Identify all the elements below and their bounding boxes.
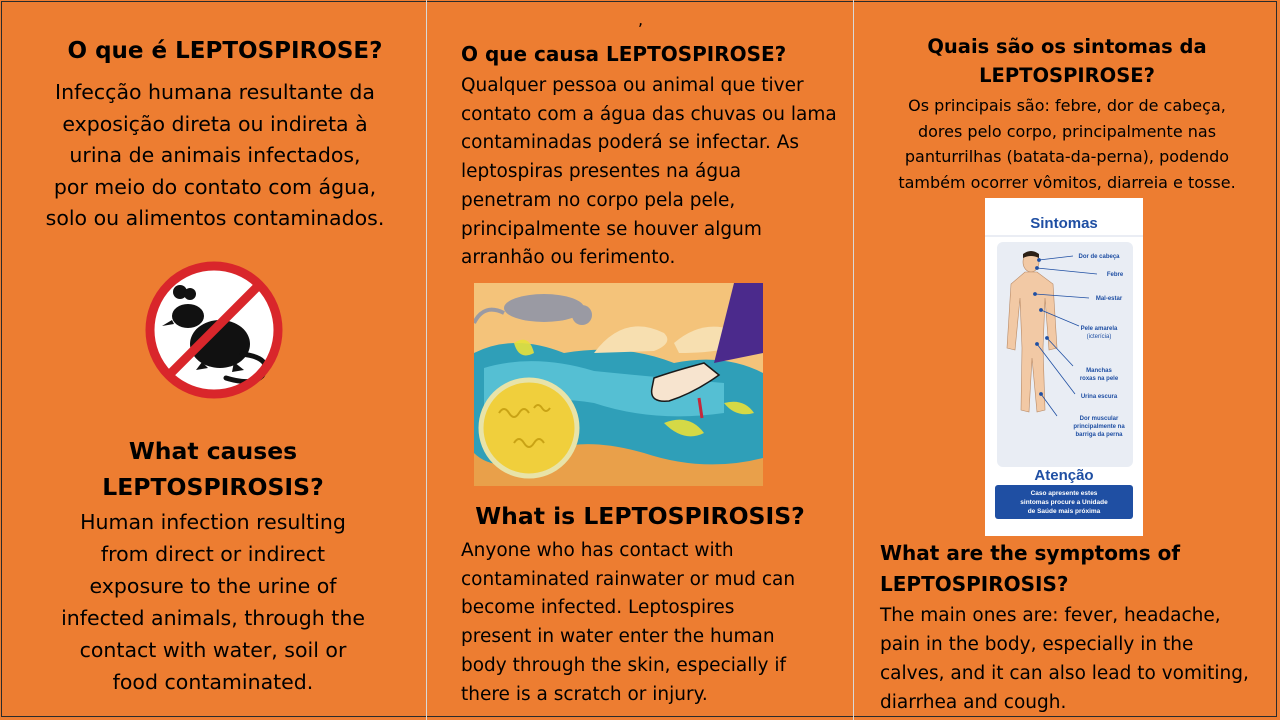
- text-line: Qualquer pessoa ou animal que tiver: [461, 75, 804, 96]
- text-line: body through the skin, especially if: [461, 654, 786, 676]
- text-line: penetram no corpo pela pele,: [461, 189, 736, 211]
- poster-label: Dor de cabeça: [1078, 254, 1120, 260]
- text-en: [40, 506, 386, 698]
- text-line: exposição direta ou indireta à: [62, 111, 368, 136]
- no-rat-sign-icon: [142, 258, 286, 402]
- text-line: diarrhea and cough.: [880, 692, 1067, 713]
- text-line: Anyone who has contact with: [461, 540, 734, 561]
- text-line: leptospiras presentes na água: [461, 161, 742, 183]
- text-pt: [872, 93, 1262, 195]
- text-line: Human infection resulting: [80, 510, 346, 534]
- text-en: [461, 537, 853, 709]
- poster-title: Sintomas: [1030, 215, 1098, 232]
- poster-attention: Atenção: [1034, 467, 1094, 484]
- title-line: Quais são os sintomas da: [927, 35, 1207, 58]
- title-pt: [874, 32, 1260, 90]
- title-pt: O que é LEPTOSPIROSE?: [67, 38, 383, 64]
- title-en: [880, 538, 1270, 600]
- text-line: infected animals, through the: [61, 606, 365, 630]
- text-line: solo ou alimentos contaminados.: [45, 206, 385, 230]
- text-line: arranhão ou ferimento.: [461, 247, 676, 269]
- text-line: por meio do contato com água,: [53, 174, 377, 199]
- text-line: panturrilhas (batata-da-perna), podendo: [904, 147, 1230, 166]
- text-line: contaminadas poderá se infectar. As: [461, 132, 800, 154]
- text-line: contato com a água das chuvas ou lama: [461, 103, 837, 125]
- text-line: become infected. Leptospires: [461, 597, 735, 619]
- text-line: there is a scratch or injury.: [461, 683, 708, 705]
- title-line: LEPTOSPIROSIS?: [880, 572, 1069, 596]
- rat-flood-foot-illustration: [474, 283, 763, 486]
- text-line: calves, and it can also lead to vomiting,: [880, 663, 1249, 684]
- text-line: Infecção humana resultante da: [55, 80, 375, 104]
- poster-label: Febre: [1106, 272, 1124, 278]
- title-pt: O que causa LEPTOSPIROSE?: [461, 42, 787, 66]
- symptoms-poster: [985, 198, 1143, 536]
- title-line: What causes: [128, 437, 298, 465]
- poster-label: Manchas: [1086, 368, 1112, 374]
- text-line: food contaminated.: [112, 670, 314, 694]
- title-line: LEPTOSPIROSE?: [979, 64, 1155, 87]
- poster-label: (icterícia): [1086, 334, 1112, 340]
- text-line: urina de animais infectados,: [69, 143, 361, 167]
- column-what-is: [0, 0, 426, 720]
- text-line: The main ones are: fever, headache,: [880, 605, 1221, 626]
- text-pt: [461, 72, 853, 273]
- poster-notice: de Saúde mais próxima: [1027, 508, 1101, 515]
- title-line: What are the symptoms of: [880, 541, 1181, 565]
- title-en: What is LEPTOSPIROSIS?: [475, 502, 805, 530]
- stray-mark: ,: [638, 10, 644, 29]
- text-line: present in water enter the human: [461, 626, 775, 648]
- text-pt: [30, 77, 400, 235]
- poster-label: barriga da perna: [1075, 432, 1123, 438]
- title-en: [60, 433, 366, 505]
- column-symptoms: [854, 0, 1280, 720]
- text-line: contaminated rainwater or mud can: [461, 568, 796, 590]
- poster-label: Urina escura: [1080, 394, 1118, 400]
- text-line: principalmente se houver algum: [461, 218, 762, 240]
- text-line: também ocorrer vômitos, diarreia e tosse.: [898, 172, 1236, 192]
- poster-label: Dor muscular: [1079, 416, 1119, 422]
- text-line: contact with water, soil or: [79, 638, 347, 662]
- text-line: dores pelo corpo, principalmente nas: [917, 121, 1217, 141]
- column-causes: [427, 0, 853, 720]
- title-line: LEPTOSPIROSIS?: [102, 473, 324, 501]
- text-line: exposure to the urine of: [89, 574, 337, 598]
- text-line: pain in the body, especially in the: [880, 634, 1194, 655]
- poster-label: Pele amarela: [1080, 326, 1118, 332]
- poster-notice: sintomas procure a Unidade: [1020, 499, 1108, 506]
- text-line: from direct or indirect: [100, 542, 326, 566]
- poster-label: roxas na pele: [1079, 376, 1119, 382]
- poster-label: Mal-estar: [1095, 296, 1123, 302]
- text-en: [880, 601, 1276, 717]
- text-line: Os principais são: febre, dor de cabeça,: [908, 96, 1226, 115]
- poster-label: principalmente na: [1073, 424, 1125, 430]
- poster-notice: Caso apresente estes: [1030, 490, 1098, 497]
